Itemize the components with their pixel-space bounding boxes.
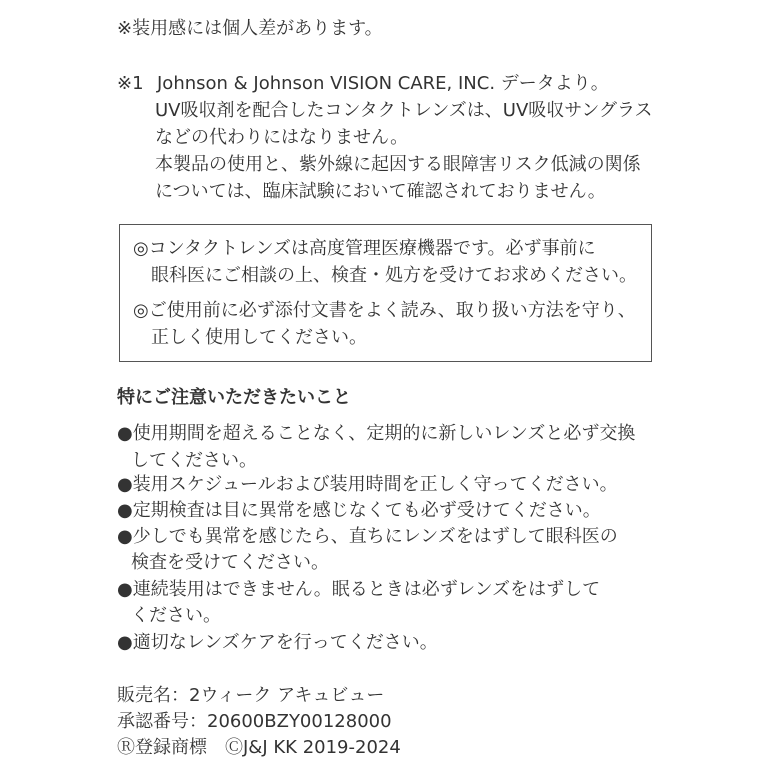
trademark-notice: Ⓡ登録商標 ⒸJ&J KK 2019-2024 bbox=[117, 737, 401, 758]
caution-line-4: ●定期検査は目に異常を感じなくても必ず受けてください。 bbox=[117, 500, 601, 521]
caution-line-6: 検査を受けてください。 bbox=[131, 552, 329, 573]
footnote-line-3: などの代わりにはなりません。 bbox=[155, 127, 409, 148]
footnote-line-5: については、臨床試験において確認されておりません。 bbox=[155, 181, 606, 202]
product-seller-name: 販売名：2ウィーク アキュビュー bbox=[117, 685, 385, 706]
caution-line-8: ください。 bbox=[131, 605, 221, 626]
cautions-heading: 特にご注意いただきたいこと bbox=[117, 387, 351, 408]
notice-line-3: ◎ご使用前に必ず添付文書をよく読み、取り扱い方法を守り、 bbox=[133, 300, 636, 321]
intro-note: ※装用感には個人差があります。 bbox=[117, 18, 383, 39]
caution-line-1: ●使用期間を超えることなく、定期的に新しいレンズと必ず交換 bbox=[117, 423, 636, 444]
notice-line-4: 正しく使用してください。 bbox=[151, 327, 367, 348]
caution-line-7: ●連続装用はできません。眠るときは必ずレンズをはずして bbox=[117, 579, 601, 600]
notice-line-1: ◎コンタクトレンズは高度管理医療機器です。必ず事前に bbox=[133, 238, 596, 259]
caution-line-9: ●適切なレンズケアを行ってください。 bbox=[117, 632, 438, 653]
caution-line-5: ●少しでも異常を感じたら、直ちにレンズをはずして眼科医の bbox=[117, 526, 618, 547]
footnote-line-1: Johnson & Johnson VISION CARE, INC. データより。 bbox=[157, 73, 609, 94]
product-approval-number: 承認番号：20600BZY00128000 bbox=[117, 711, 392, 732]
caution-line-2: してください。 bbox=[131, 450, 257, 471]
notice-line-2: 眼科医にご相談の上、検査・処方を受けてお求めください。 bbox=[151, 265, 637, 286]
caution-line-3: ●装用スケジュールおよび装用時間を正しく守ってください。 bbox=[117, 474, 618, 495]
footnote-line-2: UV吸収剤を配合したコンタクトレンズは、UV吸収サングラス bbox=[155, 100, 653, 121]
footnote-line-4: 本製品の使用と、紫外線に起因する眼障害リスク低減の関係 bbox=[155, 154, 641, 175]
footnote-marker: ※1 bbox=[117, 73, 144, 94]
